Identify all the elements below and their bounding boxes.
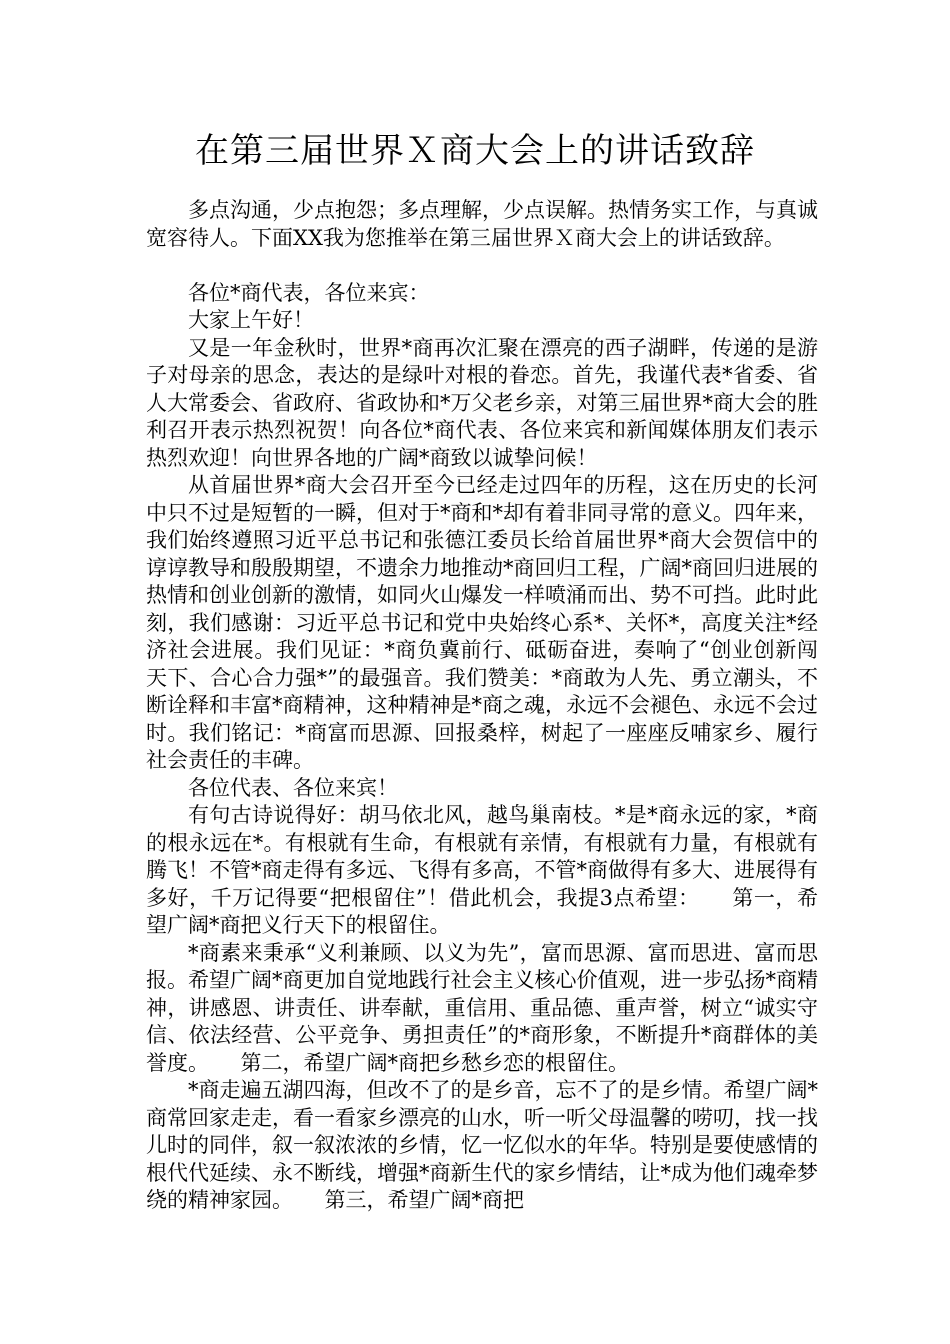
body-paragraph: *商走遍五湖四海，但改不了的是乡音，忘不了的是乡情。希望广阔*商常回家走走，看一看家乡漂亮的山水，听一听父母温馨的唠叨，找一找儿时的同伴，叙一叙浓浓的乡情，忆一忆似水的年华。特别是要使感情的根代代延续、永不断线，增强*商新生代的家乡情结，让*成为他们魂牵梦绕的精神家园。 第三，希望广阔*商把	[146, 1078, 818, 1212]
body-paragraph: 从首届世界*商大会召开至今已经走过四年的历程，这在历史的长河中只不过是短暂的一瞬，但对于*商和*却有着非同寻常的意义。四年来，我们始终遵照习近平总书记和张德江委员长给首届世界*商大会贺信中的谆谆教导和殷殷期望，不遗余力地推动*商回归工程，广阔*商回归进展的热情和创业创新的激情，如同火山爆发一样喷涌而出、势不可挡。此时此刻，我们感谢：习近平总书记和党中央始终心系*、关怀*，高度关注*经济社会进展。我们见证：*商负冀前行、砥砺奋进，奏响了“创业创新闯天下、合心合力强*”的最强音。我们赞美：*商敢为人先、勇立潮头，不断诠释和丰富*商精神，这种精神是*商之魂，永远不会褪色、永远不会过时。我们铭记：*商富而思源、回报桑梓，树起了一座座反哺家乡、履行社会责任的丰碑。	[146, 473, 818, 772]
body-paragraph: 有句古诗说得好：胡马依北风，越鸟巢南枝。*是*商永远的家，*商的根永远在*。有根就有生命，有根就有亲情，有根就有力量，有根就有腾飞！不管*商走得有多远、飞得有多高，不管*商做得有多大、进展得有多好，千万记得要“把根留住”！借此机会，我提3点希望： 第一，希望广阔*商把义行天下的根留住。	[146, 803, 818, 937]
body-paragraph: 又是一年金秋时，世界*商再次汇聚在漂亮的西子湖畔，传递的是游子对母亲的思念，表达的是绿叶对根的眷恋。首先，我谨代表*省委、省人大常委会、省政府、省政协和*万父老乡亲，对第三届世界*商大会的胜利召开表示热烈祝贺！向各位*商代表、各位来宾和新闻媒体朋友们表示热烈欢迎！向世界各地的广阔*商致以诚挚问候！	[146, 335, 818, 470]
document-title: 在第三届世界Ｘ商大会上的讲话致辞	[195, 131, 755, 171]
salutation-paragraph: 各位*商代表，各位来宾：	[188, 280, 430, 305]
body-paragraph: *商素来秉承“义利兼顾、以义为先”，富而思源、富而思进、富而思报。希望广阔*商更加自觉地践行社会主义核心价值观，进一步弘扬*商精神，讲感恩、讲责任、讲奉献，重信用、重品德、重声誉，树立“诚实守信、依法经营、公平竞争、勇担责任”的*商形象，不断提升*商群体的美誉度。 第二，希望广阔*商把乡愁乡恋的根留住。	[146, 940, 818, 1075]
greeting-paragraph: 大家上午好！	[188, 308, 314, 332]
document-body	[146, 197, 818, 1215]
intro-paragraph: 多点沟通，少点抱怨；多点理解，少点误解。热情务实工作，与真诚宽容待人。下面XX我为您推举在第三届世界Ｘ商大会上的讲话致辞。	[146, 198, 818, 250]
salutation-paragraph: 各位代表、各位来宾！	[188, 775, 398, 800]
